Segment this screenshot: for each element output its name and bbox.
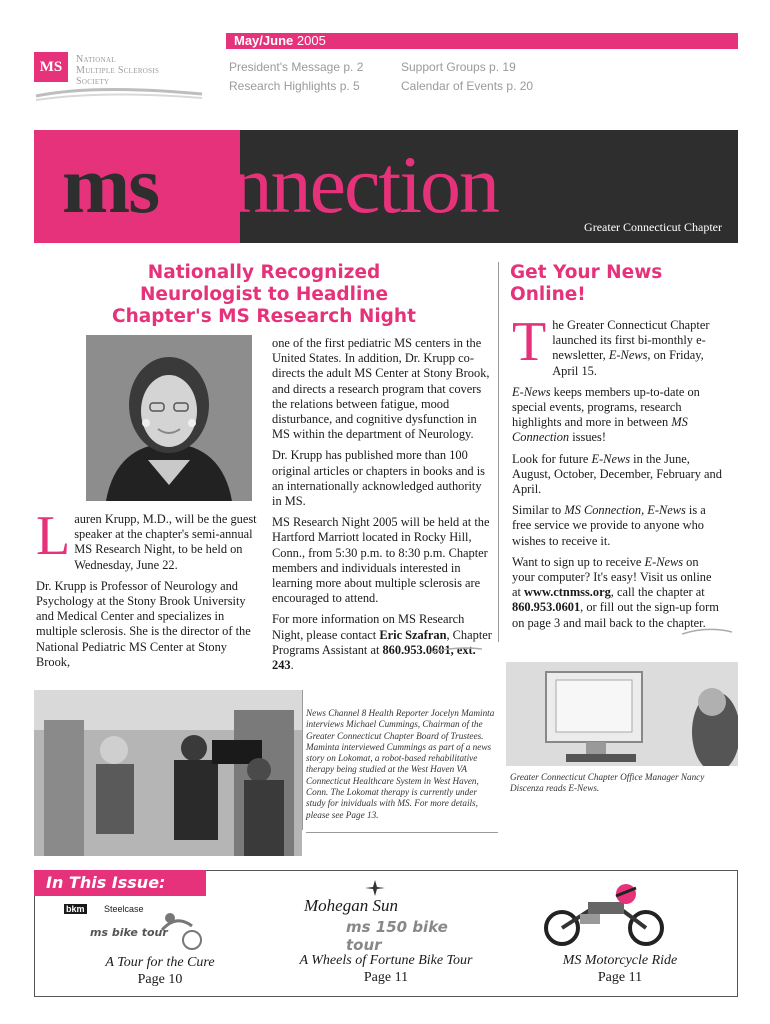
story1-headline-line-2: Neurologist to Headline (139, 284, 389, 305)
interview-scene-image (34, 690, 302, 856)
story2-dropcap: T (512, 311, 547, 373)
contact-name: Eric Szafran (379, 627, 447, 642)
story1-column-2 (272, 336, 494, 679)
story1-paragraph-3: one of the first pediatric MS centers in the United States. In addition, Dr. Krupp co-directs the adult MS Center at Stony Brook, and directs a research program that covers the relations between fatigue, mood disturbance, and cognitive dysfunction in MS within the department of Neurology. (272, 336, 490, 442)
motorcycle-logo (540, 880, 670, 946)
website-link[interactable]: www.ctnmss.org (524, 585, 611, 600)
issue-item-3-title: MS Motorcycle Ride (562, 953, 678, 968)
story1-headline (34, 262, 494, 328)
contact-phone: 860.953.0601, ext. 243 (272, 642, 476, 673)
sun-star-icon (365, 880, 385, 896)
bkm-logo: bkm (66, 904, 85, 914)
story2-column (512, 311, 722, 637)
krupp-portrait-image (86, 335, 252, 501)
story2-headline (510, 262, 730, 306)
story2-p4-text: Similar to (512, 503, 565, 518)
story2-p2-em2: MS Connection (512, 415, 688, 445)
issue-item-3-page: Page 11 (597, 970, 643, 985)
masthead (62, 140, 498, 230)
motorcycle-icon (540, 880, 670, 946)
issue-year: 2005 (296, 33, 326, 48)
story1-paragraph-6 (272, 612, 494, 673)
issue-item-wheels-of-fortune[interactable] (266, 952, 506, 986)
story2-p1-text: he Greater Connecticut Chapter launched its first bi-monthly e-newsletter, (552, 318, 710, 363)
masthead-connection: connection (158, 139, 498, 230)
chapter-name: Greater Connecticut Chapter (584, 220, 722, 234)
story2-p3-text: Look for future (512, 451, 592, 466)
news-photo-caption: News Channel 8 Health Reporter Jocelyn Maminta interviews Michael Cummings, Chairman of the Greater Connecticut Chapter Board of Trustees. Maminta interviewed Cummings as part of a news story on Lokomat, a robot-based rehabilitative therapy being studied at the West Haven VA Connecticut Healthcare System in West Haven, Conn. The Lokomat therapy is currently under study for inividuals with MS. For more details, please see Page 13. (306, 708, 495, 820)
story2-p5-text: Want to sign up to receive (512, 554, 645, 569)
steelcase-logo: Steelcase (104, 904, 144, 914)
story1-p1-text: auren Krupp, M.D., will be the guest speaker at the chapter's semi-annual MS Research Night, to be held on Wednesday, June 22. (74, 512, 257, 572)
story2-p3-em: E-News (591, 451, 631, 466)
story2-p5-em: E-News (644, 554, 684, 569)
cyclist-icon (152, 910, 202, 952)
story1-paragraph-5: MS Research Night 2005 will be held at the Hartford Marriott located in Rocky Hill, Conn., from 5:30 p.m. to 8:30 p.m. Chapter members and individuals interested in learning more about multiple sclerosis are encouraged to attend. (272, 515, 490, 606)
story2-p5-end: , or fill out the sign-up form on page 3 and mail back to the chapter. (512, 600, 719, 630)
computer-scene-image (506, 662, 738, 766)
story2-p1-end: , on Friday, April 15. (552, 348, 704, 378)
story1-paragraph-4: Dr. Krupp has published more than 100 original articles or chapters in books and is an internationally acknowledged authority in MS. (272, 448, 485, 509)
caption-bottom-rule (306, 832, 498, 833)
story2-paragraph-3 (512, 452, 722, 498)
story2-headline-line-1: Get Your News (510, 262, 663, 283)
column-divider (498, 262, 499, 642)
story1-headline-line-1: Nationally Recognized (147, 262, 381, 283)
issue-item-tour-for-the-cure[interactable] (70, 954, 250, 988)
ms150-bike-tour-logo-text: ms 150 bike tour (346, 918, 448, 954)
mohegan-sun-wordmark: Mohegan Sun (304, 896, 398, 915)
story2-paragraph-2 (512, 385, 722, 446)
ms-bike-tour-logo-text: ms bike tour (90, 926, 168, 939)
mss-logo (34, 52, 204, 102)
issue-date (234, 33, 326, 49)
issue-item-2-title: A Wheels of Fortune Bike Tour (299, 953, 473, 968)
bike-tour-logo (64, 900, 204, 950)
story2-p5-mid: on your computer? It's easy! Visit us online at (512, 554, 712, 600)
story2-paragraph-5 (512, 555, 722, 631)
story2-p2-em: E-News (512, 384, 551, 399)
story1-headline-line-3: Chapter's MS Research Night (112, 306, 416, 327)
krupp-photo (86, 335, 252, 501)
chapter-phone: 860.953.0601 (512, 600, 581, 615)
story1-p6-text-a: For more information on MS Research Night, please contact (272, 612, 465, 642)
story2-paragraph-1 (512, 311, 722, 379)
logo-line-2: Multiple Sclerosis (76, 65, 160, 76)
toc-research-highlights[interactable]: Research Highlights p. 5 (229, 79, 360, 93)
issue-item-1-page: Page 10 (137, 972, 183, 987)
in-this-issue-title: In This Issue: (46, 873, 166, 892)
logo-line-1: National (76, 54, 116, 65)
issue-item-motorcycle-ride[interactable] (524, 952, 716, 986)
logo-text (76, 54, 159, 87)
news-interview-photo (34, 690, 302, 856)
issue-month: May/June (234, 33, 294, 48)
story2-p3-end: in the June, August, October, December, February and April. (512, 451, 722, 497)
story2-end-swoosh-icon (682, 626, 732, 636)
logo-swoosh-icon (34, 86, 204, 102)
toc-support-groups[interactable]: Support Groups p. 19 (401, 60, 516, 74)
logo-line-3: Society (76, 76, 110, 87)
story1-p6-text-b: , Chapter Programs Assistant at (272, 627, 492, 657)
issue-item-2-page: Page 11 (363, 970, 409, 985)
story2-p1-em: E-News (608, 348, 648, 363)
story2-p2-end: issues! (569, 430, 606, 445)
story2-headline-line-2: Online! (510, 284, 586, 305)
story1-paragraph-1 (36, 505, 258, 573)
toc-calendar-of-events[interactable]: Calendar of Events p. 20 (401, 79, 534, 93)
story2-p5-mid2: , call the chapter at (610, 585, 705, 600)
toc-presidents-message[interactable]: President's Message p. 2 (229, 60, 364, 74)
story2-paragraph-4 (512, 503, 722, 549)
masthead-ms: ms (62, 139, 159, 230)
story1-dropcap: L (36, 505, 71, 567)
story1-p6-text-c: . (290, 658, 294, 673)
story1-paragraph-2: Dr. Krupp is Professor of Neurology and Psychology at the Stony Brook University and Medical Center and specializes in multiple sclerosis. She is the director of the National Pediatric MS Center at Stony Brook, (36, 578, 251, 669)
story2-p4-end: is a free service we provide to anyone who wishes to receive it. (512, 503, 706, 548)
issue-item-1-title: A Tour for the Cure (105, 955, 215, 970)
office-manager-photo (506, 662, 738, 766)
ms-logo-box: MS (34, 52, 68, 82)
story2-p2-text: keeps members up-to-date on special events, programs, research highlights and more in between (512, 384, 700, 430)
story2-p4-em: MS Connection, E-News (564, 503, 686, 518)
mohegan-sun-logo (290, 880, 470, 954)
office-photo-caption: Greater Connecticut Chapter Office Manager Nancy Discenza reads E-News. (510, 772, 705, 794)
story1-column-1 (36, 505, 258, 676)
caption-divider (302, 690, 303, 830)
story1-end-swoosh-icon (432, 646, 482, 654)
